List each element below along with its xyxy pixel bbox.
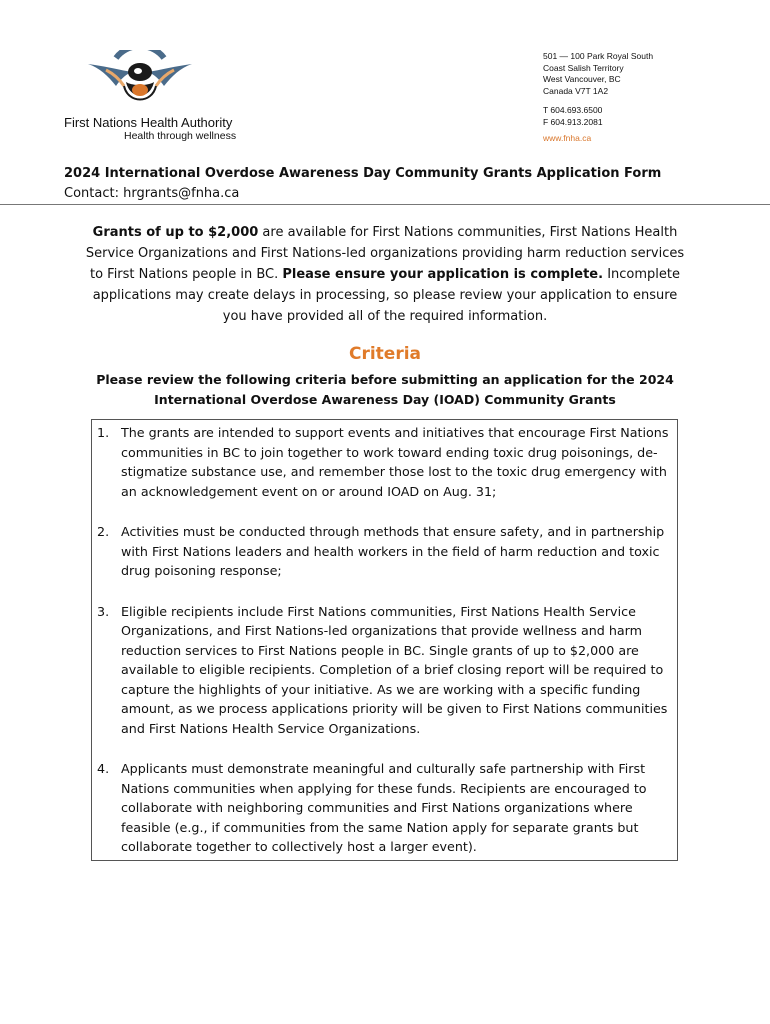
list-item [97, 602, 673, 739]
org-tagline: Health through wellness [124, 130, 237, 142]
org-name: First Nations Health Authority [64, 115, 233, 130]
eagle-emblem-icon [86, 50, 194, 112]
list-number: 4. [97, 761, 110, 776]
intro-bold-notice: Please ensure your application is complete. [282, 267, 604, 282]
address-line: 501 — 100 Park Royal South [543, 51, 654, 61]
address-line: Coast Salish Territory [543, 62, 624, 73]
criteria-box [91, 419, 678, 861]
list-text: Applicants must demonstrate meaningful and culturally safe partnership with First Nations communities when applying for these funds. Recipients are encouraged to collaborate with neighboring communities and First Nations organizations where feasible (e.g., if communities from the same Nation apply for separate grants but collaborate together to collectively host a larger event). [121, 761, 647, 854]
address-line: Canada V7T 1A2 [543, 85, 609, 96]
address-line: West Vancouver, BC [543, 74, 621, 84]
list-item [97, 759, 673, 857]
list-item [97, 522, 673, 581]
list-number: 1. [97, 425, 110, 440]
list-number: 2. [97, 524, 110, 539]
phone-number: T 604.693.6500 [543, 105, 603, 115]
list-item [97, 423, 673, 501]
criteria-list [97, 423, 673, 878]
website-link[interactable]: www.fnha.ca [543, 133, 592, 143]
header-divider [0, 204, 770, 205]
list-text: The grants are intended to support events and initiatives that encourage First Nations communities in BC to join together to work toward ending toxic drug poisonings, de-stigmatize substance use, and remember those lost to the toxic drug emergency with an acknowledgement event on or around IOAD on Aug. 31; [121, 425, 669, 499]
fnha-logo [60, 50, 250, 145]
criteria-subheading: Please review the following criteria before submitting an application for the 2024 International Overdose Awareness Day (IOAD) Community Grants [96, 372, 674, 407]
intro-text-2: Incomplete applications may create delays in processing, so please review your application to ensure you have provided all of the required information. [92, 267, 680, 324]
fax-number: F 604.913.2081 [543, 116, 603, 127]
intro-bold-amount: Grants of up to $2,000 [92, 225, 259, 240]
list-number: 3. [97, 603, 110, 619]
form-title: 2024 International Overdose Awareness Day Community Grants Application Form [64, 166, 662, 181]
criteria-heading: Criteria [348, 344, 422, 364]
intro-paragraph [80, 222, 690, 327]
intro-text: are available for First Nations communities, First Nations Health Service Organizations and First Nations-led organizations providing harm reduction services to First Nations people in BC. [85, 225, 685, 282]
list-text: Activities must be conducted through methods that ensure safety, and in partnership with First Nations leaders and health workers in the field of harm reduction and toxic drug poisoning response; [121, 524, 665, 578]
contact-line: Contact: hrgrants@fnha.ca [64, 186, 240, 201]
list-text: Eligible recipients include First Nations communities, First Nations Health Service Organizations, and First Nations-led organizations that provide wellness and harm reduction services to First Nations people in BC. Single grants of up to $2,000 are available to eligible recipients. Completion of a brief closing report will be required to capture the highlights of your initiative. As we are working with a specific funding amount, as we process applications priority will be given to First Nations communities and First Nations Health Service Organizations. [121, 603, 668, 736]
letterhead-address [543, 51, 653, 145]
